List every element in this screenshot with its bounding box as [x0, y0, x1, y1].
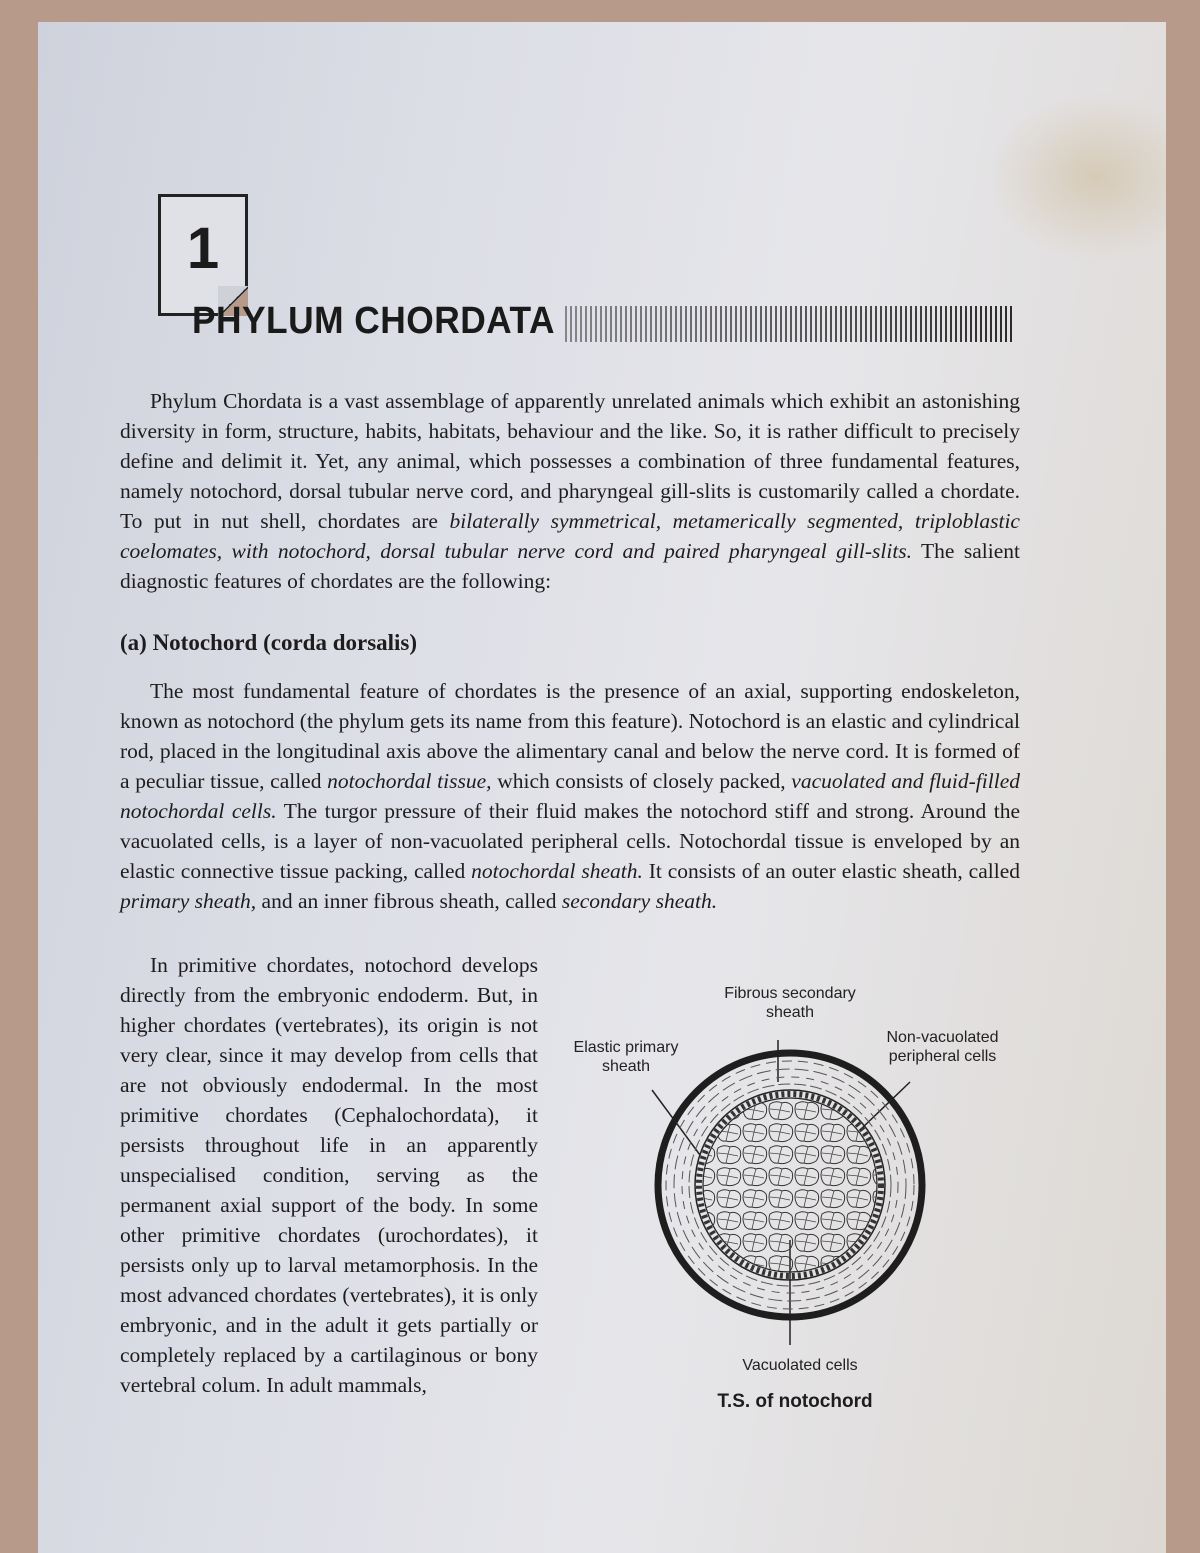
- label-fibrous-sheath: Fibrous secondary sheath: [724, 985, 856, 1021]
- section-a-heading: (a) Notochord (corda dorsalis): [120, 630, 418, 655]
- title-hatch-decoration: [565, 306, 1015, 342]
- label-elastic-sheath: Elastic primary sheath: [573, 1039, 679, 1075]
- figure-caption: T.S. of notochord: [717, 1391, 873, 1412]
- notochord-paragraph-2: In primitive chordates, notochord develops directly from the embryonic endoderm. But, in higher chordates (vertebrates), its origin is not very clear, since it may develop from cells that are not obviously endodermal. In the most primitive chordates (Cephalochordata), it persists throughout life in an apparently unspecialised condition, serving as the permanent axial support of the body. In some other primitive chordates (urochordates), it persists only up to larval metamorphosis. In the most advanced chordates (vertebrates), it is only embryonic, and in the adult it gets partially or completely replaced by a cartilaginous or bony vertebral colum. In adult mammals,: [120, 953, 538, 1397]
- chapter-number: 1: [186, 216, 220, 281]
- intro-paragraph: Phylum Chordata is a vast assemblage of apparently unrelated animals which exhibit an astonishing diversity in form, structure, habits, habitats, behaviour and the like. So, it is rather difficult to precisely define and delimit it. Yet, any animal, which possesses a combination of three fundamental features, namely notochord, dorsal tubular nerve cord, and pharyngeal gill-slits is customarily called a chordate. To put in nut shell, chordates are bilaterally symmetrical, metamerically segmented, triploblastic coelomates, with notochord, dorsal tubular nerve cord and paired pharyngeal gill-slits. The salient diagnostic features of chordates are the following:: [120, 389, 1020, 593]
- vacuolated-cells: [703, 1098, 877, 1272]
- chapter-number-box: [158, 194, 248, 316]
- notochord-paragraph-1: The most fundamental feature of chordates is the presence of an axial, supporting endoskeleton, known as notochord (the phylum gets its name from this feature). Notochord is an elastic and cylindrical rod, placed in the longitudinal axis above the alimentary canal and below the nerve cord. It is formed of a peculiar tissue, called notochordal tissue, which consists of closely packed, vacuolated and fluid-filled notochordal cells. The turgor pressure of their fluid makes the notochord stiff and strong. Around the vacuolated cells, is a layer of non-vacuolated peripheral cells. Notochordal tissue is enveloped by an elastic connective tissue packing, called notochordal sheath. It consists of an outer elastic sheath, called primary sheath, and an inner fibrous sheath, called secondary sheath.: [120, 679, 1020, 913]
- label-vacuolated-cells: Vacuolated cells: [742, 1357, 858, 1374]
- chapter-title: PHYLUM CHORDATA: [192, 300, 555, 342]
- label-non-vacuolated-cells: Non-vacuolated peripheral cells: [886, 1029, 999, 1065]
